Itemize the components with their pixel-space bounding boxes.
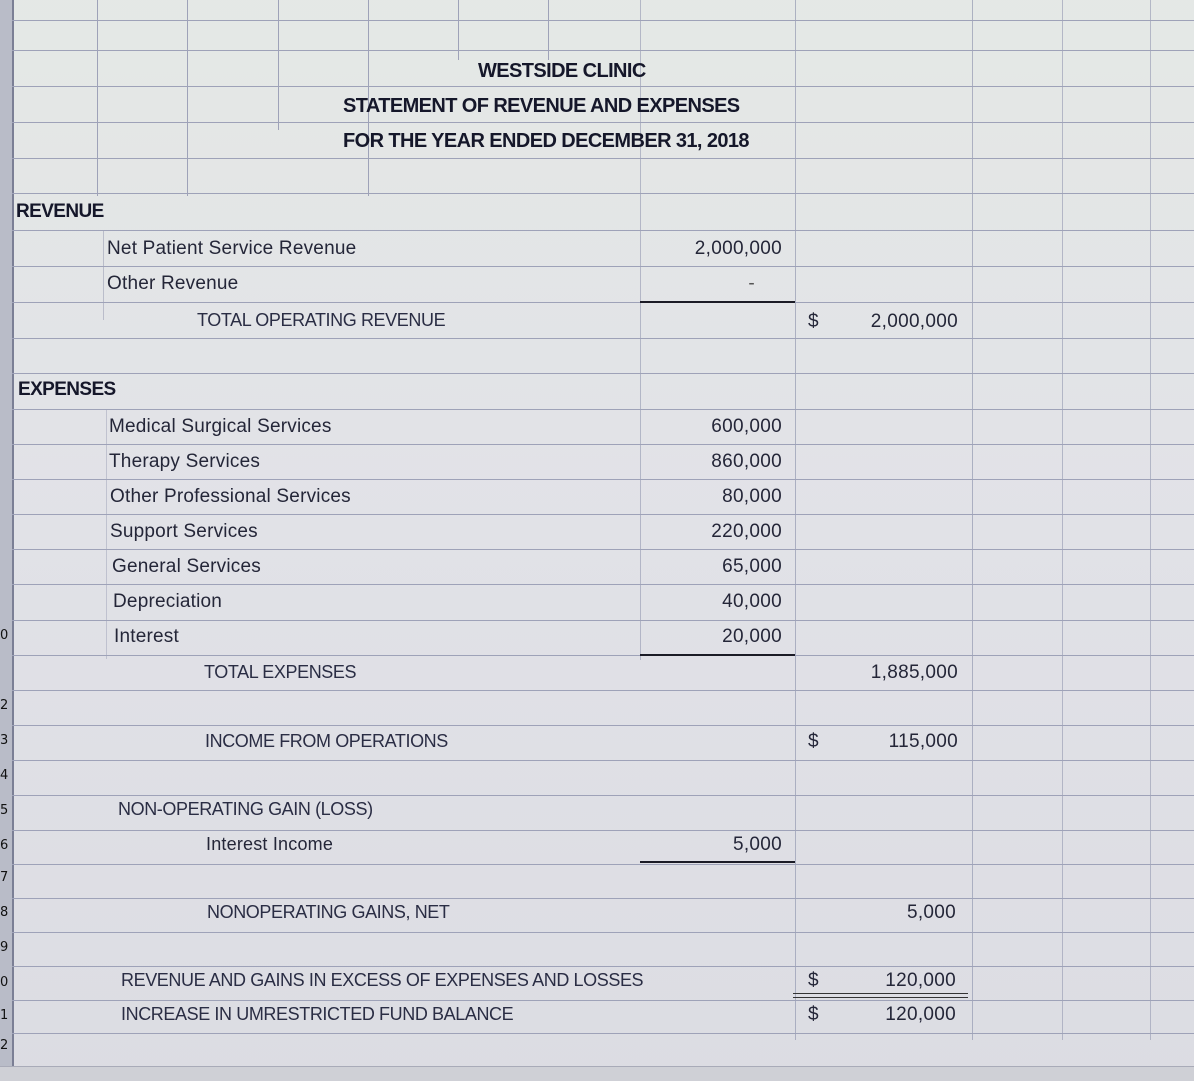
nonoperating-section-label: NON-OPERATING GAIN (LOSS) [118,799,373,819]
gridline [12,655,1194,656]
fund-balance-increase-label: INCREASE IN UMRESTRICTED FUND BALANCE [121,1004,514,1024]
currency-symbol: $ [808,1004,819,1025]
sheet-tabs-bar[interactable] [0,1066,1194,1081]
statement-title: STATEMENT OF REVENUE AND EXPENSES [343,95,740,117]
row-number[interactable]: 6 [0,838,9,853]
row-number[interactable]: 7 [0,870,9,885]
gridline [12,266,1194,267]
excess-revenue-label: REVENUE AND GAINS IN EXCESS OF EXPENSES AND LOSSES [121,970,644,990]
gridline [12,86,1194,87]
gridline [12,795,1194,796]
expense-item-amount[interactable]: 40,000 [722,591,782,612]
fund-balance-increase-amount[interactable]: 120,000 [885,1004,956,1025]
gridline [97,0,98,196]
row-number[interactable]: 2 [0,698,9,713]
expense-item-label[interactable]: Depreciation [113,591,223,612]
currency-symbol: $ [808,311,819,332]
gridline [12,158,1194,159]
row-number[interactable]: 0 [0,628,9,643]
total-expenses-amount[interactable]: 1,885,000 [870,662,958,683]
gridline [12,620,1194,621]
gridline [12,514,1194,515]
currency-symbol: $ [808,731,819,752]
expense-item-label[interactable]: Support Services [110,521,258,542]
gridline [458,0,459,60]
total-expenses-label: TOTAL EXPENSES [204,662,357,682]
row-number[interactable]: 0 [0,975,9,990]
gridline [12,479,1194,480]
income-from-operations-label: INCOME FROM OPERATIONS [205,731,448,751]
gridline [12,932,1194,933]
total-operating-revenue-label: TOTAL OPERATING REVENUE [197,310,446,330]
revenue-section-label: REVENUE [16,201,104,222]
revenue-item-label[interactable]: Other Revenue [107,273,239,294]
gridline [12,760,1194,761]
gridline [12,725,1194,726]
gridline [12,830,1194,831]
subtotal-underline [640,861,795,863]
expenses-section-label: EXPENSES [18,379,116,400]
row-number[interactable]: 2 [0,1038,9,1053]
gridline [548,0,549,60]
revenue-item-label[interactable]: Net Patient Service Revenue [107,238,357,259]
gridline [1150,0,1151,1040]
nonoperating-gains-net-amount[interactable]: 5,000 [906,902,956,923]
gridline [106,409,107,659]
gridline [12,549,1194,550]
gridline [1062,0,1063,1040]
expense-item-label[interactable]: Other Professional Services [110,486,351,507]
row-number[interactable]: 5 [0,803,9,818]
expense-item-amount[interactable]: 20,000 [722,626,782,647]
expense-item-amount[interactable]: 220,000 [711,521,782,542]
interest-income-amount[interactable]: 5,000 [732,834,782,855]
total-operating-revenue-amount[interactable]: 2,000,000 [870,311,958,332]
gridline [12,122,1194,123]
expense-item-amount[interactable]: 65,000 [722,556,782,577]
period-title: FOR THE YEAR ENDED DECEMBER 31, 2018 [343,130,749,152]
gridline [12,966,1194,967]
gridline [12,20,1194,21]
gridline [12,1033,1194,1034]
gridline [12,338,1194,339]
gridline [12,898,1194,899]
gridline [12,373,1194,374]
gridline [12,193,1194,194]
revenue-item-amount[interactable]: 2,000,000 [694,238,782,259]
expense-item-label[interactable]: Interest [114,626,179,647]
double-underline [793,993,968,998]
expense-item-label[interactable]: General Services [112,556,261,577]
expense-item-amount[interactable]: 80,000 [722,486,782,507]
gridline [103,230,104,320]
gridline [12,1000,1194,1001]
row-number[interactable]: 3 [0,733,9,748]
expense-item-label[interactable]: Therapy Services [109,451,261,472]
gridline [12,50,1194,51]
gridline [187,0,188,196]
row-number[interactable]: 8 [0,905,9,920]
gridline [795,0,796,1040]
revenue-item-amount[interactable]: - [748,273,755,294]
subtotal-underline [640,301,795,303]
subtotal-underline [640,654,795,656]
income-from-operations-amount[interactable]: 115,000 [888,731,958,752]
row-number[interactable]: 9 [0,940,9,955]
gridline [12,864,1194,865]
expense-item-label[interactable]: Medical Surgical Services [109,416,332,437]
gridline [12,444,1194,445]
gridline [12,302,1194,303]
expense-item-amount[interactable]: 600,000 [711,416,782,437]
gridline [12,584,1194,585]
gridline [972,0,973,1040]
gridline [12,690,1194,691]
row-number[interactable]: 1 [0,1008,9,1023]
interest-income-label[interactable]: Interest Income [206,834,334,854]
row-number[interactable]: 4 [0,768,9,783]
expense-item-amount[interactable]: 860,000 [711,451,782,472]
org-title: WESTSIDE CLINIC [478,60,646,82]
gridline [12,230,1194,231]
nonoperating-gains-net-label: NONOPERATING GAINS, NET [207,902,450,922]
currency-symbol: $ [808,970,819,991]
gridline [278,0,279,130]
excess-revenue-amount[interactable]: 120,000 [885,970,956,991]
gridline [12,409,1194,410]
